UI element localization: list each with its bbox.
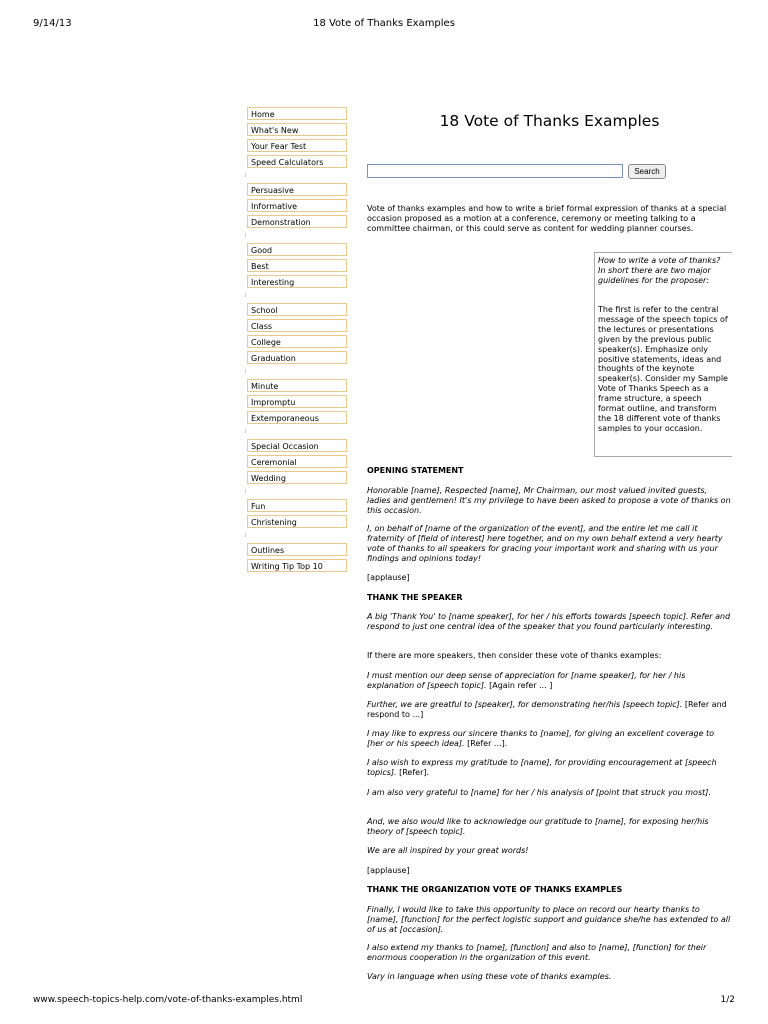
nav-item-your-fear-test[interactable]: Your Fear Test <box>247 139 347 152</box>
print-date: 9/14/13 <box>33 18 72 29</box>
speaker-paragraph-4 <box>367 700 732 720</box>
opening-paragraph-2: I, on behalf of [name of the organization of the event], and the entire let me call it fraternity of [field of interest] here together, and on my own behalf extend a very hearty vote of thanks to all speakers for gracing your important work and sharing with us your findings and opinions today! <box>367 524 723 563</box>
nav-item-class[interactable]: Class <box>247 319 347 332</box>
nav-item-persuasive[interactable]: Persuasive <box>247 183 347 196</box>
intro-text: Vote of thanks examples and how to write a brief formal expression of thanks at a special occasion proposed as a motion at a conference, ceremony or meeting talking to a committee chairman, or this could serve as content for wedding planner courses. <box>367 204 727 233</box>
nav-group <box>247 243 347 291</box>
organization-paragraph-2: I also extend my thanks to [name], [function] and also to [name], [function] for their enormous cooperation in the organization of this event. <box>367 943 707 962</box>
speaker-paragraph-7: I am also very grateful to [name] for her / his analysis of [point that struck you most]. <box>367 788 711 797</box>
nav-item-what-s-new[interactable]: What's New <box>247 123 347 136</box>
speaker-paragraph-4-italic: Further, we are greatful to [speaker], for demonstrating her/his [speech topic]. <box>367 700 683 709</box>
nav-item-writing-tip-top-10[interactable]: Writing Tip Top 10 <box>247 559 347 572</box>
speaker-paragraph-5 <box>367 729 732 749</box>
nav-group <box>247 499 347 531</box>
organization-paragraph-1: Finally, I would like to take this opportunity to place on record our hearty thanks to [name], [function] for the perfect logistic support and guidance she/he has extended to all of us at [occasion]. <box>367 905 731 934</box>
nav-item-demonstration[interactable]: Demonstration <box>247 215 347 228</box>
applause-note-1: [applause] <box>367 573 410 582</box>
speaker-paragraph-4-note: [Refer and respond to ...] <box>367 700 727 719</box>
print-header-title: 18 Vote of Thanks Examples <box>313 18 455 29</box>
opening-paragraph-1: Honorable [name], Respected [name], Mr Chairman, our most valued invited guests, ladies and gentlemen! It's my privilege to have been asked to propose a vote of thanks on this occasion. <box>367 486 731 515</box>
nav-group-separator <box>245 429 246 433</box>
heading-thank-organization: THANK THE ORGANIZATION VOTE OF THANKS EXAMPLES <box>367 885 623 894</box>
nav-item-school[interactable]: School <box>247 303 347 316</box>
nav-item-fun[interactable]: Fun <box>247 499 347 512</box>
guidelines-heading: How to write a vote of thanks? In short there are two major guidelines for the proposer: <box>598 256 721 285</box>
search-input[interactable] <box>367 164 623 178</box>
nav-item-speed-calculators[interactable]: Speed Calculators <box>247 155 347 168</box>
nav-group <box>247 439 347 487</box>
nav-item-ceremonial[interactable]: Ceremonial <box>247 455 347 468</box>
speaker-paragraph-1: A big 'Thank You' to [name speaker], for her / his efforts towards [speech topic]. Refer and respond to just one central idea of the speaker that you found particularly interesting. <box>367 612 731 631</box>
nav-item-graduation[interactable]: Graduation <box>247 351 347 364</box>
nav-group-separator <box>245 233 246 237</box>
nav-item-home[interactable]: Home <box>247 107 347 120</box>
speaker-paragraph-6-note: [Refer]. <box>396 768 430 777</box>
print-footer-url: www.speech-topics-help.com/vote-of-thanks-examples.html <box>33 995 303 1005</box>
nav-group-separator <box>245 293 246 297</box>
nav-item-outlines[interactable]: Outlines <box>247 543 347 556</box>
nav-item-minute[interactable]: Minute <box>247 379 347 392</box>
nav-item-good[interactable]: Good <box>247 243 347 256</box>
nav-group <box>247 303 347 367</box>
nav-group-separator <box>245 369 246 373</box>
nav-group <box>247 543 347 575</box>
nav-item-best[interactable]: Best <box>247 259 347 272</box>
speaker-paragraph-3 <box>367 671 732 691</box>
nav-item-informative[interactable]: Informative <box>247 199 347 212</box>
nav-item-wedding[interactable]: Wedding <box>247 471 347 484</box>
nav-item-interesting[interactable]: Interesting <box>247 275 347 288</box>
nav-group-separator <box>245 533 246 537</box>
print-page-number: 1/2 <box>720 995 735 1005</box>
heading-thank-speaker: THANK THE SPEAKER <box>367 593 463 602</box>
page-title: 18 Vote of Thanks Examples <box>439 112 660 130</box>
nav-item-special-occasion[interactable]: Special Occasion <box>247 439 347 452</box>
speaker-paragraph-3-note: [Again refer ... ] <box>486 681 553 690</box>
nav-item-college[interactable]: College <box>247 335 347 348</box>
intro-paragraph <box>367 204 732 234</box>
nav-item-impromptu[interactable]: Impromptu <box>247 395 347 408</box>
guidelines-text: The first is refer to the central message of the speech topics of the lectures or presentations given by the previous public speaker(s). Emphasize only positive statements, ideas and thoughts of the keynote speaker(s). Consider my Sample Vote of Thanks Speech as a frame structure, a speech format outline, and transform the 18 different vote of thanks samples to your occasion. <box>598 305 728 433</box>
organization-paragraph-3: Vary in language when using these vote of thanks examples. <box>367 972 612 981</box>
applause-note-2: [applause] <box>367 866 410 875</box>
speaker-paragraph-5-italic: I may like to express our sincere thanks to [name], for giving an excellent coverage to [her or his speech idea]. <box>367 729 715 748</box>
speaker-paragraph-3-italic: I must mention our deep sense of appreciation for [name speaker], for her / his explanation of [speech topic]. <box>367 671 686 690</box>
nav-group-separator <box>245 489 246 493</box>
speaker-paragraph-6-italic: I also wish to express my gratitude to [name], for providing encouragement at [speech topics]. <box>367 758 717 777</box>
nav-group <box>247 183 347 231</box>
speaker-paragraph-8: And, we also would like to acknowledge our gratitude to [name], for exposing her/his theory of [speech topic]. <box>367 817 709 836</box>
nav-group <box>247 107 347 171</box>
nav-group-separator <box>245 173 246 177</box>
search-button[interactable]: Search <box>628 164 666 179</box>
heading-opening: OPENING STATEMENT <box>367 466 464 475</box>
nav-item-christening[interactable]: Christening <box>247 515 347 528</box>
nav-item-extemporaneous[interactable]: Extemporaneous <box>247 411 347 424</box>
speaker-paragraph-2: If there are more speakers, then consider these vote of thanks examples: <box>367 651 662 660</box>
nav-group <box>247 379 347 427</box>
speaker-paragraph-6 <box>367 758 732 778</box>
speaker-paragraph-9: We are all inspired by your great words! <box>367 846 529 855</box>
speaker-paragraph-5-note: [Refer ...]. <box>464 739 508 748</box>
